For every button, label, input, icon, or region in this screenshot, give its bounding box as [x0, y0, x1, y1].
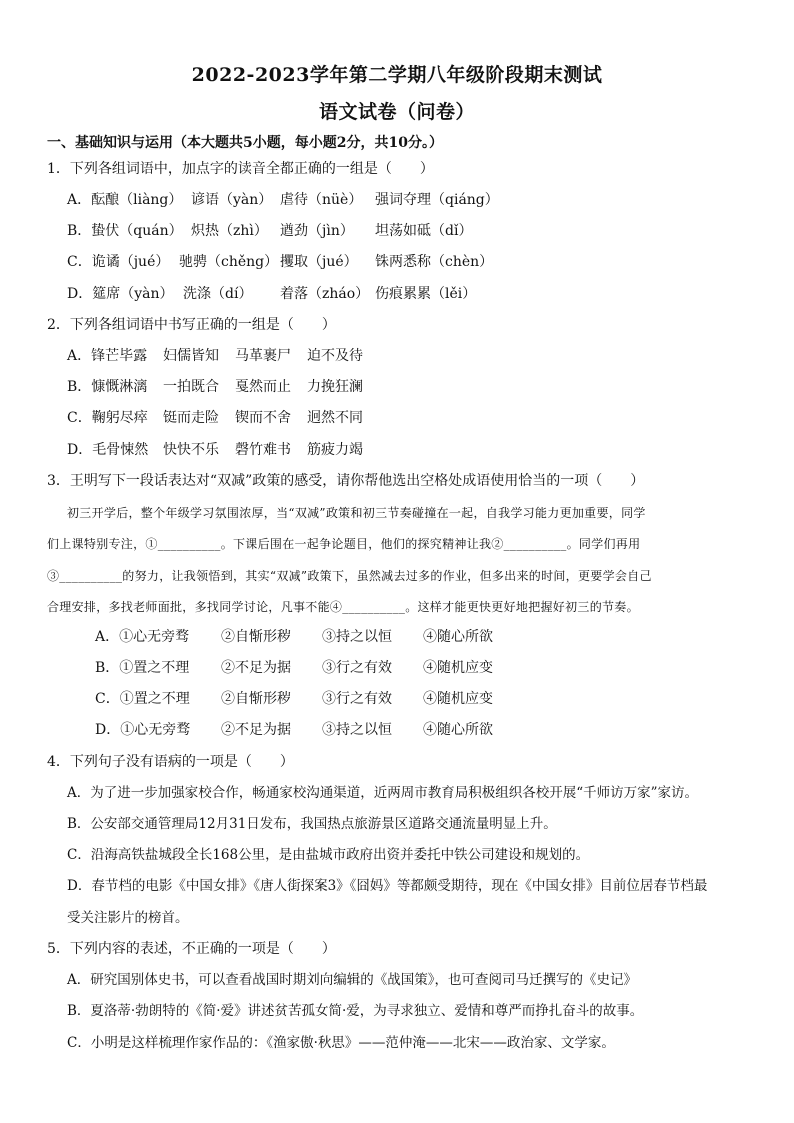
question-3-option-c	[95, 690, 493, 708]
option-item: ④随机应变	[423, 660, 493, 676]
option-item: 妇儒皆知	[163, 348, 219, 364]
question-5-option-b: B．夏洛蒂·勃朗特的《简·爱》讲述贫苦孤女简·爱，为寻求独立、爱情和尊严而挣扎奋斗的故事。	[67, 1003, 644, 1019]
question-1-option-c	[67, 253, 493, 271]
question-4-option-d-cont: 受关注影片的榜首。	[67, 910, 189, 926]
option-item: B．蛰伏（quán）	[67, 223, 183, 239]
option-item: 力挽狂澜	[307, 379, 363, 395]
option-item: ④随心所欲	[423, 629, 493, 645]
passage-line: 们上课特别专注，①__________。下课后围在一起争论题目，他们的探究精神让我②__________。同学们再用	[47, 537, 641, 551]
option-item: B．①置之不理	[95, 660, 190, 676]
option-item: D．毛骨悚然	[67, 442, 149, 458]
question-5-option-a: A．研究国别体史书，可以查看战国时期刘向编辑的《战国策》，也可查阅司马迁撰写的《史记》	[67, 972, 637, 988]
option-item: A．①心无旁骛	[95, 629, 190, 645]
question-1-option-a	[67, 191, 499, 209]
question-2-stem: 2．下列各组词语中书写正确的一组是（ ）	[47, 317, 336, 333]
option-item: 磬竹难书	[235, 442, 291, 458]
exam-subtitle: 语文试卷（问卷）	[318, 101, 475, 123]
question-5-option-c: C．小明是这样梳理作家作品的：《渔家傲·秋思》——范仲淹——北宋——政治家、文学家。	[67, 1035, 615, 1051]
section-heading: 一、基础知识与运用（本大题共5小题，每小题2分，共10分。）	[47, 135, 443, 151]
option-item: 洗涤（dí）	[183, 286, 253, 302]
option-item: C．鞠躬尽瘁	[67, 410, 148, 426]
option-item: 炽热（zhì）	[191, 223, 268, 239]
option-item: 攫取（jué）	[280, 254, 358, 270]
question-5-stem: 5．下列内容的表述，不正确的一项是（ ）	[47, 941, 336, 957]
question-2-option-b	[67, 378, 363, 396]
question-1-option-d	[67, 285, 476, 303]
option-item: ③行之有效	[322, 660, 392, 676]
option-item: 着落（zháo）	[280, 286, 370, 302]
option-item: 驰骋（chěng）	[179, 254, 279, 270]
option-item: D．①心无旁骛	[95, 722, 191, 738]
passage-line: 初三开学后，整个年级学习氛围浓厚，当“双减”政策和初三节奏碰撞在一起，自我学习能力更加重要，同学	[67, 506, 646, 520]
option-item: 马革裹尸	[235, 348, 291, 364]
option-item: 一拍既合	[163, 379, 219, 395]
passage-line: 合理安排，多找老师面批，多找同学讨论，凡事不能④__________。这样才能更快更好地把握好初三的节奏。	[47, 600, 639, 614]
option-item: ②不足为据	[221, 660, 291, 676]
option-item: 迫不及待	[307, 348, 363, 364]
question-3-option-d	[95, 721, 493, 739]
option-item: 伤痕累累（lěi）	[375, 286, 477, 302]
option-item: ③行之有效	[322, 691, 392, 707]
question-1-option-b	[67, 222, 472, 240]
option-item: 筋疲力竭	[307, 442, 363, 458]
option-item: D．筵席（yàn）	[67, 286, 174, 302]
option-item: 坦荡如砥（dǐ）	[375, 223, 473, 239]
option-item: 戛然而止	[235, 379, 291, 395]
question-4-stem: 4．下列句子没有语病的一项是（ ）	[47, 754, 294, 770]
option-item: C．诡谲（jué）	[67, 254, 170, 270]
option-item: 铢两悉称（chèn）	[375, 254, 494, 270]
option-item: 锲而不舍	[235, 410, 291, 426]
option-item: ③持之以恒	[322, 629, 392, 645]
option-item: 遒劲（jìn）	[280, 223, 354, 239]
option-item: ②自惭形秽	[221, 629, 291, 645]
question-4-option-b: B．公安部交通管理局12月31日发布，我国热点旅游景区道路交通流量明显上升。	[67, 816, 557, 832]
question-4-option-a: A．为了进一步加强家校合作，畅通家校沟通渠道，近两周市教育局积极组织各校开展“千师访万家”家访。	[67, 785, 699, 801]
option-item: 快快不乐	[163, 442, 219, 458]
option-item: ②自惭形秽	[221, 691, 291, 707]
option-item: ③持之以恒	[322, 722, 392, 738]
question-3-option-a	[95, 628, 493, 646]
option-item: 迥然不同	[307, 410, 363, 426]
question-1-stem: 1．下列各组词语中，加点字的读音全都正确的一组是（ ）	[47, 161, 434, 177]
question-2-option-c	[67, 409, 363, 427]
option-item: ④随心所欲	[423, 722, 493, 738]
question-2-option-d	[67, 441, 363, 459]
exam-title: 2022-2023学年第二学期八年级阶段期末测试	[191, 64, 603, 86]
option-item: 虐待（nüè）	[280, 192, 363, 208]
question-2-option-a	[67, 347, 363, 365]
question-3-stem: 3．王明写下一段话表达对“双减”政策的感受，请你帮他选出空格处成语使用恰当的一项（ ）	[47, 473, 645, 489]
option-item: A．酝酿（liàng）	[67, 192, 183, 208]
option-item: ④随机应变	[423, 691, 493, 707]
option-item: C．①置之不理	[95, 691, 190, 707]
option-item: B．慷慨淋漓	[67, 379, 148, 395]
question-4-option-d: D．春节档的电影《中国女排》《唐人街探案3》《囧妈》等都颇受期待，现在《中国女排》目前位居春节档最	[67, 878, 708, 894]
option-item: 铤而走险	[163, 410, 219, 426]
option-item: ②不足为据	[221, 722, 291, 738]
passage-line: ③__________的努力，让我领悟到，其实“双减”政策下，虽然减去过多的作业，但多出来的时间，更要学会自己	[47, 569, 652, 583]
option-item: 强词夺理（qiáng）	[375, 192, 499, 208]
question-4-option-c: C．沿海高铁盐城段全长168公里，是由盐城市政府出资并委托中铁公司建设和规划的。	[67, 847, 590, 863]
option-item: A．锋芒毕露	[67, 348, 148, 364]
question-3-option-b	[95, 659, 493, 677]
option-item: 谚语（yàn）	[191, 192, 273, 208]
